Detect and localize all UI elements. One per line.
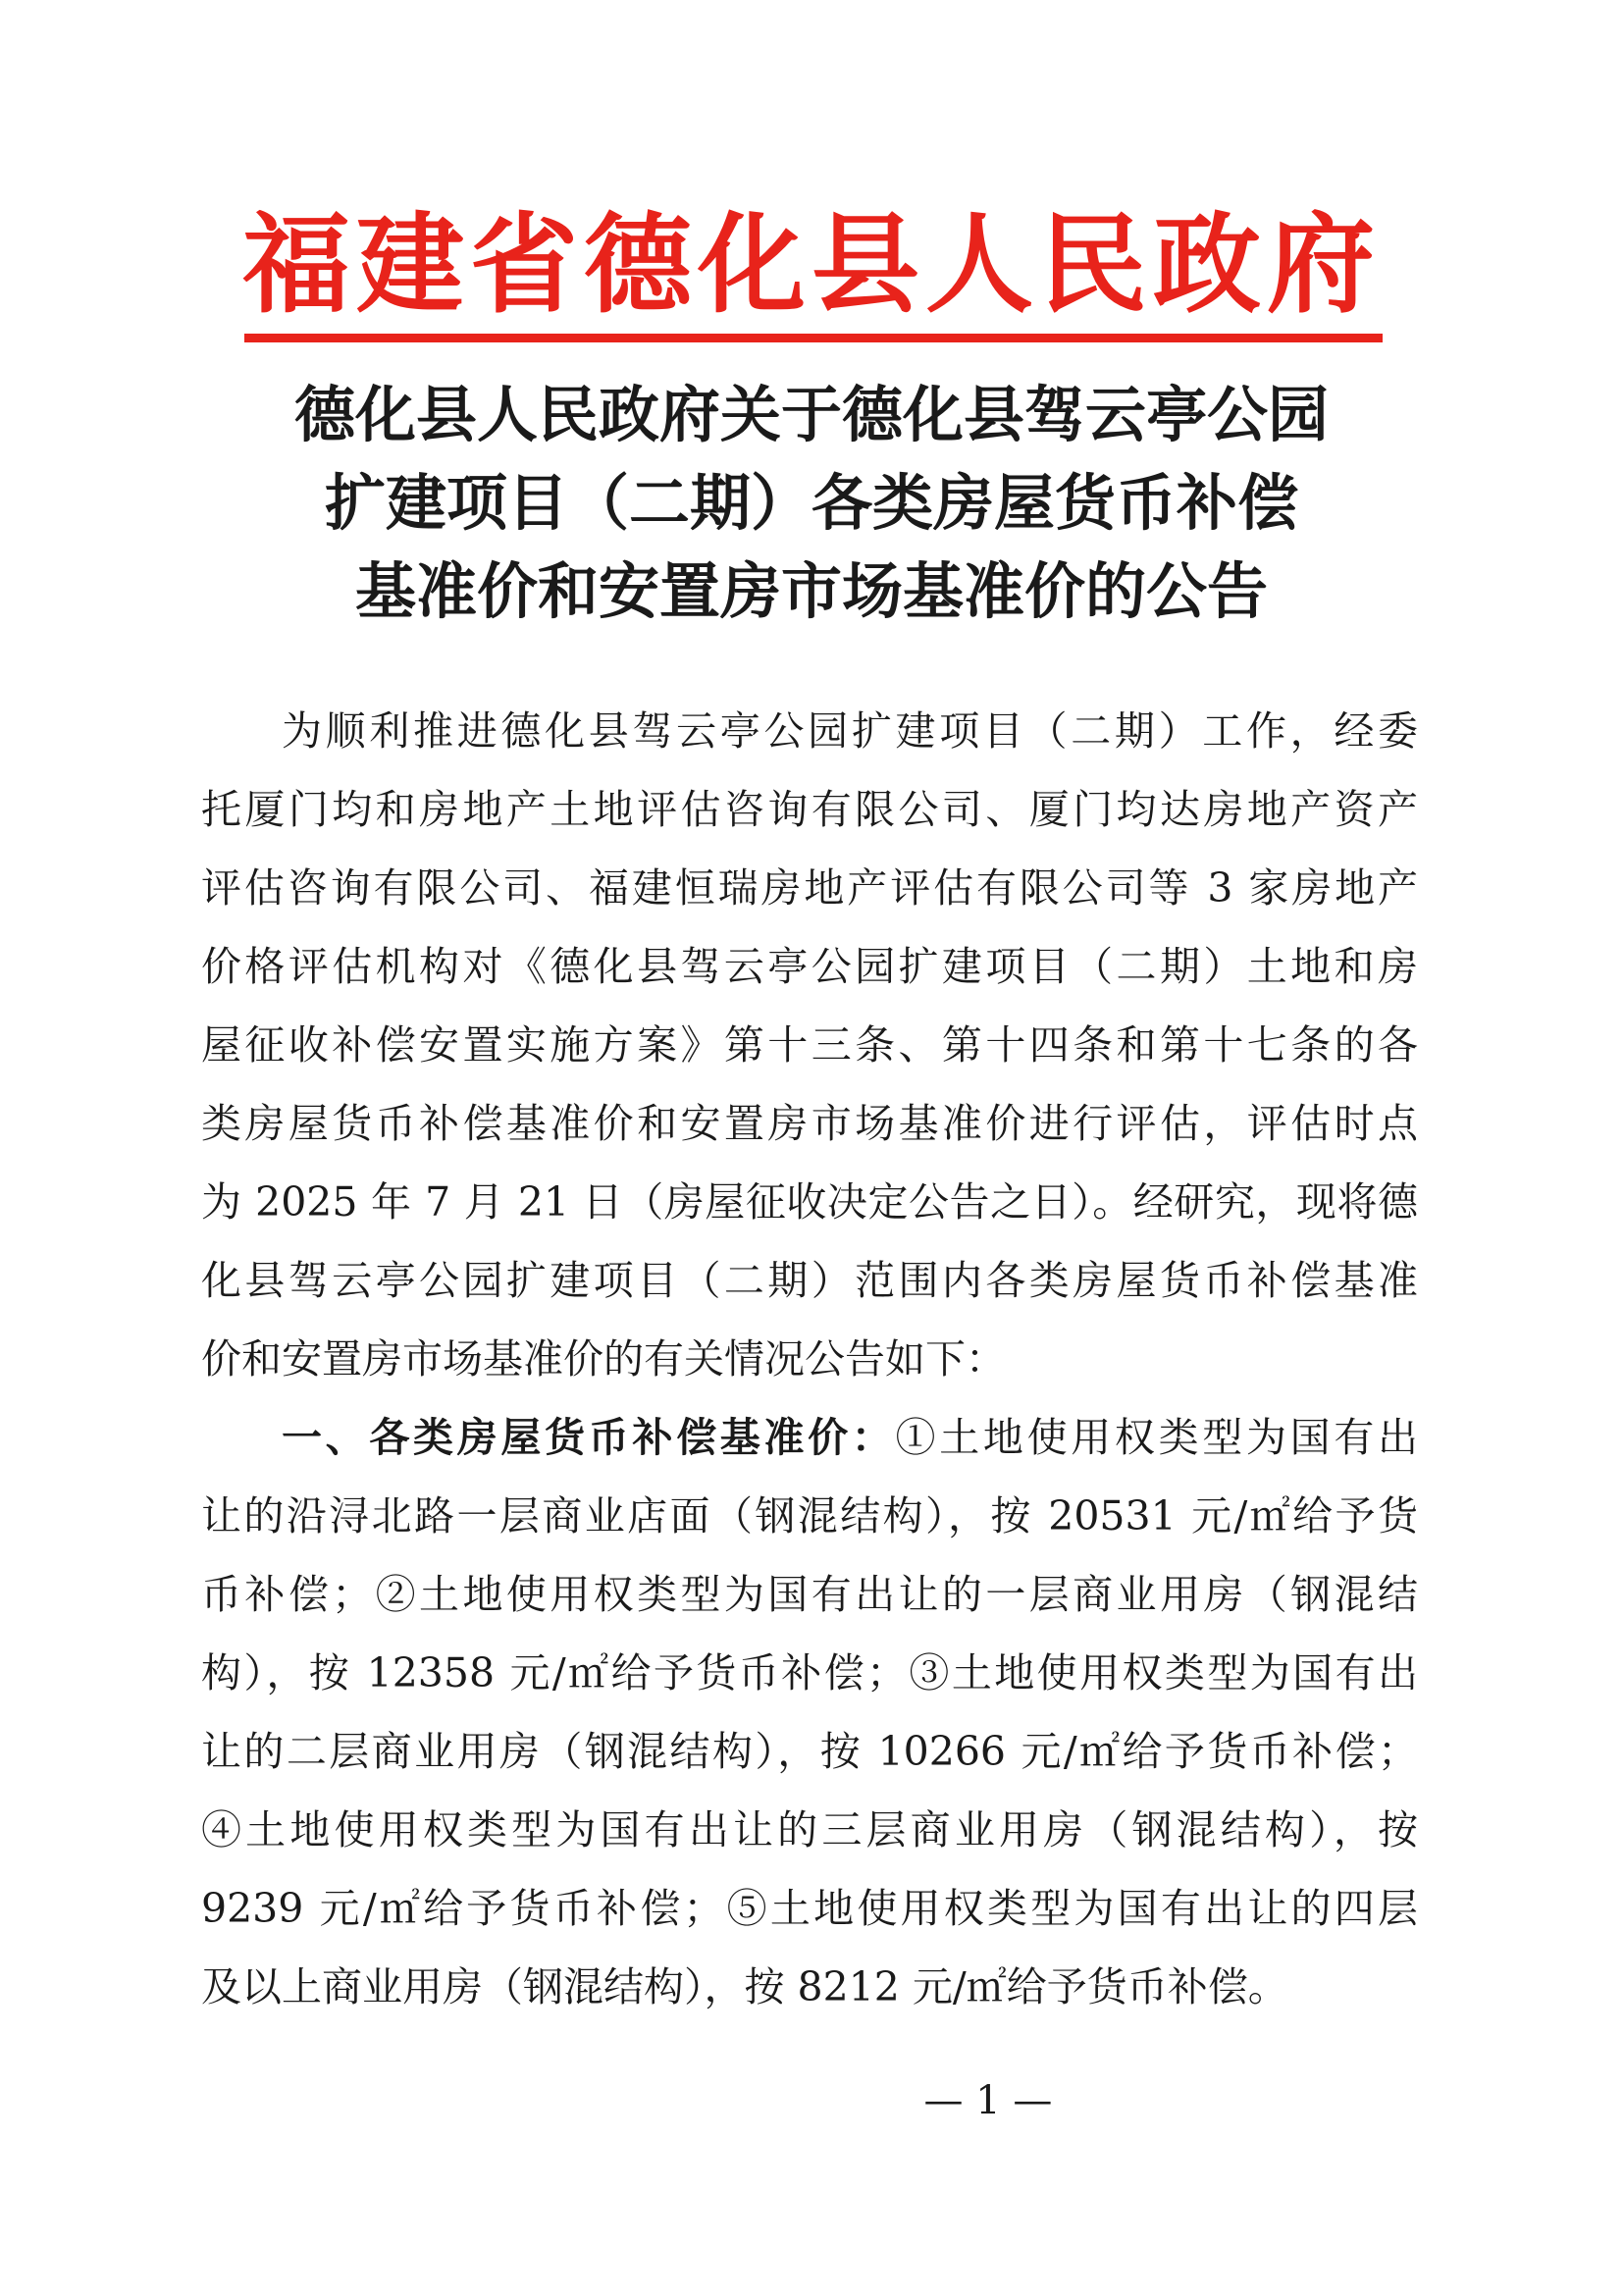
- body-line: 类房屋货币补偿基准价和安置房市场基准价进行评估，评估时点: [201, 1100, 1418, 1147]
- body-line: 评估咨询有限公司、福建恒瑞房地产评估有限公司等 3 家房地产: [201, 864, 1418, 912]
- body-line: 化县驾云亭公园扩建项目（二期）范围内各类房屋货币补偿基准: [201, 1257, 1418, 1304]
- body-line: 托厦门均和房地产土地评估咨询有限公司、厦门均达房地产资产: [201, 786, 1418, 833]
- document-title: [196, 371, 1427, 636]
- paragraph-section-1: [201, 1398, 1418, 2026]
- body-line: 币补偿；②土地使用权类型为国有出让的一层商业用房（钢混结: [201, 1571, 1418, 1618]
- letterhead-issuer: 福建省德化县人民政府: [242, 201, 1381, 328]
- section-1-first-line: [201, 1398, 1418, 1477]
- body-line: 价格评估机构对《德化县驾云亭公园扩建项目（二期）土地和房: [201, 943, 1418, 990]
- body-line: 及以上商业用房（钢混结构），按 8212 元/㎡给予货币补偿。: [201, 1963, 1288, 2010]
- body-line: 为顺利推进德化县驾云亭公园扩建项目（二期）工作，经委: [282, 707, 1418, 755]
- body-line: 让的二层商业用房（钢混结构），按 10266 元/㎡给予货币补偿；: [201, 1728, 1418, 1775]
- body-line: 屋征收补偿安置实施方案》第十三条、第十四条和第十七条的各: [201, 1021, 1418, 1069]
- title-line: 扩建项目（二期）各类房屋货币补偿: [324, 467, 1298, 539]
- body-line: 构），按 12358 元/㎡给予货币补偿；③土地使用权类型为国有出: [201, 1649, 1418, 1696]
- body-line: 9239 元/㎡给予货币补偿；⑤土地使用权类型为国有出让的四层: [201, 1885, 1418, 1932]
- page-number: — 1 —: [923, 2078, 1053, 2123]
- body-line: 价和安置房市场基准价的有关情况公告如下：: [201, 1335, 1006, 1383]
- document-body: [201, 692, 1418, 2026]
- body-line: ④土地使用权类型为国有出让的三层商业用房（钢混结构），按: [201, 1806, 1418, 1853]
- section-1-first-line-text: ①土地使用权类型为国有出: [895, 1414, 1419, 1461]
- title-line: 基准价和安置房市场基准价的公告: [354, 555, 1268, 627]
- title-line: 德化县人民政府关于德化县驾云亭公园: [293, 379, 1329, 450]
- letterhead-red-rule: [244, 334, 1383, 342]
- paragraph-intro: [201, 692, 1418, 1398]
- section-1-heading: 一、各类房屋货币补偿基准价：: [282, 1414, 896, 1461]
- body-line: 为 2025 年 7 月 21 日（房屋征收决定公告之日）。经研究，现将德: [201, 1178, 1418, 1226]
- body-line: 让的沿浔北路一层商业店面（钢混结构），按 20531 元/㎡给予货: [201, 1492, 1418, 1539]
